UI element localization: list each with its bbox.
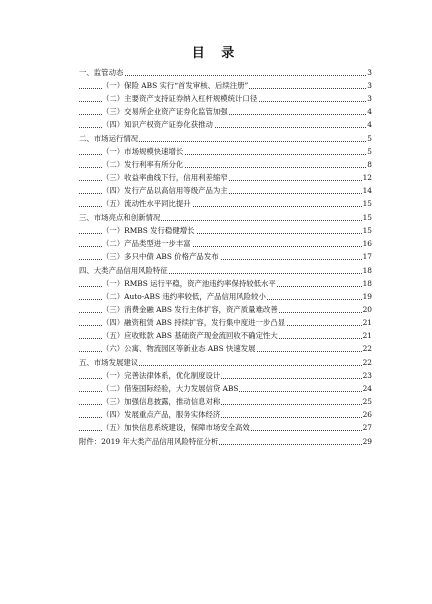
toc-entry-title: 四、大类产品信用风险特征: [79, 266, 168, 275]
toc-entry-title: （三）多只中债 ABS 价格产品发布: [102, 252, 219, 261]
toc-entry-title: （二）发行利率有所分化: [102, 160, 184, 169]
toc-entry-title: （三）收益率曲线下行，信用利差缩窄: [102, 173, 228, 182]
toc-entry-title: （四）发行产品以高信用等级产品为主: [102, 186, 228, 195]
toc-entry[interactable]: [79, 145, 372, 158]
toc-entry[interactable]: [79, 290, 372, 303]
toc-entry[interactable]: [79, 184, 372, 197]
toc-entry-title: （二）借鉴国际经验，大力发展信贷 ABS: [102, 384, 239, 393]
toc-entry-page-number: 18: [362, 266, 372, 275]
toc-entry-page-number: 4: [367, 107, 372, 116]
toc-entry-page-number: 15: [362, 226, 372, 235]
toc-entry-page-number: 5: [367, 147, 372, 156]
toc-entry[interactable]: [79, 237, 372, 250]
toc-entry[interactable]: [79, 356, 372, 369]
toc-entry-title: （二）主要资产支持证券纳入杠杆规模统计口径: [102, 94, 258, 103]
toc-entry-page-number: 15: [362, 199, 372, 208]
toc-entry-page-number: 15: [362, 213, 372, 222]
toc-entry-title: （二）Auto-ABS 违约率较低，产品信用风险较小: [102, 292, 266, 301]
page-title: 目 录: [191, 46, 241, 61]
toc-entry-page-number: 19: [362, 292, 372, 301]
toc-entry-title: （一）RMBS 发行稳健增长: [102, 226, 195, 235]
toc-entry-page-number: 25: [362, 397, 372, 406]
toc-entry-page-number: 12: [362, 173, 372, 182]
toc-entry-page-number: 20: [362, 305, 372, 314]
toc-entry-page-number: 8: [367, 160, 372, 169]
toc-entry-page-number: 5: [367, 134, 372, 143]
toc-entry[interactable]: [79, 316, 372, 329]
toc-entry[interactable]: [79, 382, 372, 395]
toc-entry[interactable]: [79, 421, 372, 434]
toc-entry[interactable]: [79, 264, 372, 277]
toc-entry[interactable]: [79, 342, 372, 355]
toc-entry-title: （三）交易所企业资产证券化监管加强: [102, 107, 228, 116]
toc-entry[interactable]: [79, 92, 372, 105]
toc-entry-page-number: 14: [362, 186, 372, 195]
toc-entry-title: （四）知识产权资产证券化获推动: [102, 120, 213, 129]
toc-entry-page-number: 3: [367, 81, 372, 90]
toc-entry[interactable]: [79, 408, 372, 421]
toc-entry-title: （五）流动性水平同比提升: [102, 199, 191, 208]
toc-entry-page-number: 22: [362, 358, 372, 367]
toc-entry[interactable]: [79, 303, 372, 316]
toc-entry-title: （一）完善法律体系，优化制度设计: [102, 371, 221, 380]
toc-entry[interactable]: [79, 395, 372, 408]
toc-entry-page-number: 29: [362, 437, 372, 446]
toc-entry-title: 附件：2019 年大类产品信用风险特征分析: [79, 437, 219, 446]
toc-entry[interactable]: [79, 277, 372, 290]
toc-entry[interactable]: [79, 211, 372, 224]
toc-entry-title: （一）市场规模快速增长: [102, 147, 184, 156]
toc-entry-page-number: 26: [362, 410, 372, 419]
toc-entry-page-number: 22: [362, 344, 372, 353]
toc-entry-title: （三）消费金融 ABS 发行主体扩容，资产质量难改善: [102, 305, 278, 314]
toc-entry-page-number: 21: [362, 331, 372, 340]
toc-entry-title: （五）应收账款 ABS 基础资产现金流回收不确定性大: [102, 331, 278, 340]
toc-entry-page-number: 17: [362, 252, 372, 261]
toc-entry[interactable]: [79, 250, 372, 263]
toc-entry-page-number: 27: [362, 423, 372, 432]
toc-entry-page-number: 23: [362, 371, 372, 380]
toc-entry-title: （三）加强信息披露，推动信息对称: [102, 397, 221, 406]
table-of-contents: [79, 66, 372, 448]
toc-entry[interactable]: [79, 435, 372, 448]
toc-entry-page-number: 21: [362, 318, 372, 327]
toc-entry[interactable]: [79, 118, 372, 131]
toc-entry-title: 二、市场运行情况: [79, 134, 139, 143]
toc-entry[interactable]: [79, 158, 372, 171]
toc-entry-page-number: 3: [367, 68, 372, 77]
toc-entry-title: （六）公寓、物流园区等新业态 ABS 快速发展: [102, 344, 256, 353]
toc-entry-title: （五）加快信息系统建设，保障市场安全高效: [102, 423, 250, 432]
toc-entry[interactable]: [79, 66, 372, 79]
toc-entry[interactable]: [79, 79, 372, 92]
toc-entry[interactable]: [79, 329, 372, 342]
toc-entry-page-number: 24: [362, 384, 372, 393]
toc-entry[interactable]: [79, 132, 372, 145]
toc-entry-title: （一）RMBS 运行平稳，资产池违约率保持较低水平: [102, 279, 276, 288]
toc-entry[interactable]: [79, 105, 372, 118]
toc-entry-page-number: 18: [362, 279, 372, 288]
toc-entry-page-number: 4: [367, 120, 372, 129]
toc-entry-title: 五、市场发展建议: [79, 358, 139, 367]
toc-entry-title: 三、市场亮点和创新情况: [79, 213, 161, 222]
toc-entry-title: （二）产品类型进一步丰富: [102, 239, 191, 248]
toc-entry[interactable]: [79, 197, 372, 210]
toc-entry-title: （四）融资租赁 ABS 持续扩容，发行集中度进一步凸显: [102, 318, 286, 327]
toc-entry-page-number: 16: [362, 239, 372, 248]
toc-entry[interactable]: [79, 224, 372, 237]
toc-entry-title: （一）保险 ABS 实行“首发审核、后续注册”: [102, 81, 249, 90]
toc-entry[interactable]: [79, 171, 372, 184]
toc-entry-title: （四）发展重点产品，服务实体经济: [102, 410, 221, 419]
toc-entry-title: 一、监管动态: [79, 68, 124, 77]
toc-entry[interactable]: [79, 369, 372, 382]
toc-entry-page-number: 3: [367, 94, 372, 103]
